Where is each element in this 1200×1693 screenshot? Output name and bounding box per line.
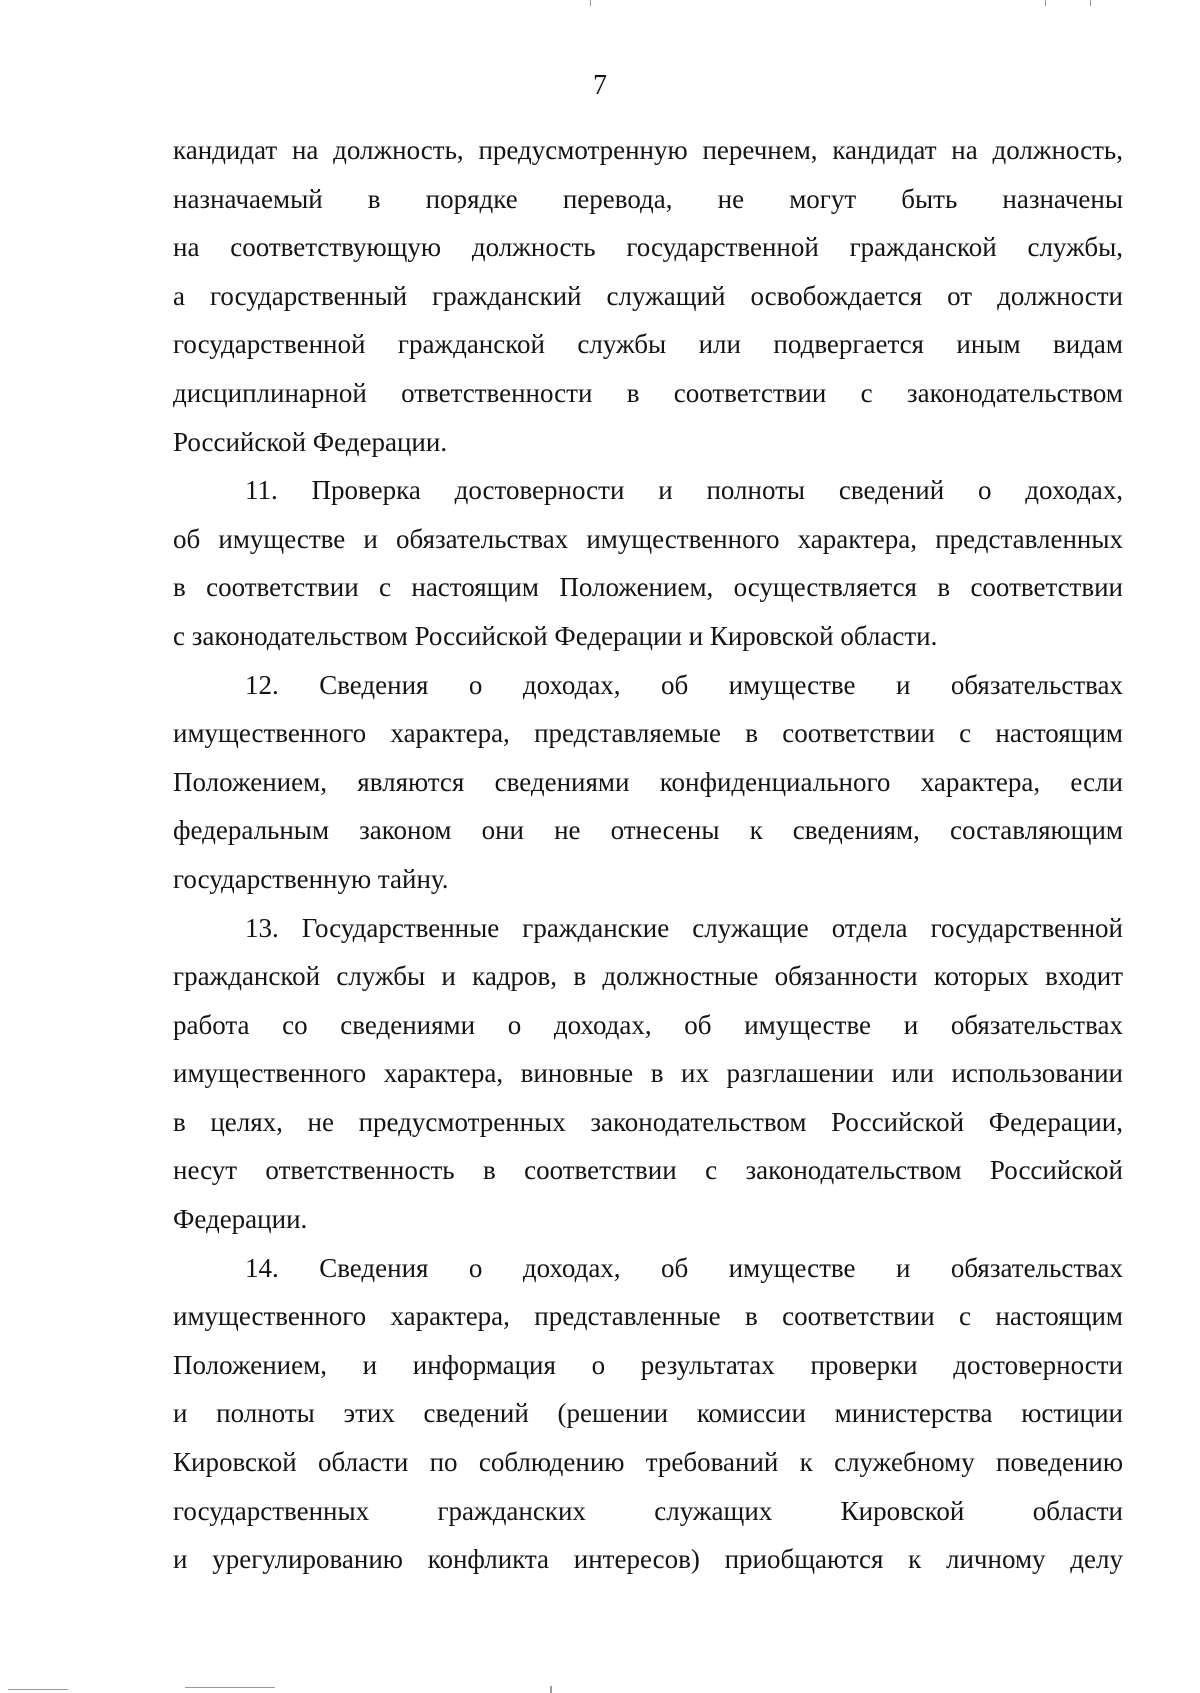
text-line: и урегулированию конфликта интересов) приобщаются к личному делу (173, 1544, 1123, 1575)
text-line: 12. Сведения о доходах, об имуществе и обязательствах (245, 669, 1123, 700)
scan-artifact (1045, 0, 1046, 6)
text-line: с законодательством Российской Федерации и Кировской области. (173, 620, 938, 651)
text-line: имущественного характера, представленные в соответствии с настоящим (173, 1301, 1123, 1332)
paragraph (173, 126, 1123, 466)
paragraph (173, 904, 1123, 1244)
scan-artifact (550, 1686, 552, 1693)
paragraph (173, 661, 1123, 904)
page-number: 7 (593, 70, 607, 101)
text-line: Кировской области по соблюдению требований к служебному поведению (173, 1447, 1123, 1478)
paragraph (173, 466, 1123, 660)
text-line: имущественного характера, виновные в их разглашении или использовании (173, 1058, 1123, 1089)
text-line: государственную тайну. (173, 863, 449, 894)
text-line: и полноты этих сведений (решении комиссии министерства юстиции (173, 1398, 1123, 1429)
text-line: об имуществе и обязательствах имущественного характера, представленных (173, 523, 1123, 554)
scan-artifact (8, 1689, 68, 1690)
paragraph (173, 1244, 1123, 1584)
text-line: 11. Проверка достоверности и полноты сведений о доходах, (245, 475, 1123, 506)
text-line: 14. Сведения о доходах, об имуществе и обязательствах (245, 1252, 1123, 1283)
text-line: кандидат на должность, предусмотренную перечнем, кандидат на должность, (173, 135, 1123, 165)
text-line: а государственный гражданский служащий освобождается от должности (173, 280, 1123, 311)
text-line: Федерации. (173, 1204, 308, 1235)
text-line: работа со сведениями о доходах, об имуществе и обязательствах (173, 1009, 1123, 1040)
text-line: 13. Государственные гражданские служащие отдела государственной (245, 912, 1123, 943)
text-line: Положением, являются сведениями конфиденциального характера, если (173, 766, 1123, 797)
text-line: Положением, и информация о результатах проверки достоверности (173, 1349, 1123, 1380)
text-line: в целях, не предусмотренных законодательством Российской Федерации, (173, 1106, 1123, 1137)
text-line: дисциплинарной ответственности в соответствии с законодательством (173, 377, 1123, 408)
scan-artifact (1090, 0, 1091, 6)
document-body (173, 126, 1123, 1584)
text-line: государственных гражданских служащих Кировской области (173, 1495, 1123, 1526)
scan-artifact (185, 1687, 275, 1688)
text-line: государственной гражданской службы или подвергается иным видам (173, 329, 1123, 360)
text-line: назначаемый в порядке перевода, не могут быть назначены (173, 183, 1123, 214)
text-line: Российской Федерации. (173, 426, 448, 457)
text-line: гражданской службы и кадров, в должностные обязанности которых входит (173, 961, 1123, 992)
text-line: федеральным законом они не отнесены к сведениям, составляющим (173, 815, 1123, 846)
text-line: имущественного характера, представляемые в соответствии с настоящим (173, 718, 1123, 749)
text-line: на соответствующую должность государственной гражданской службы, (173, 232, 1123, 263)
text-line: в соответствии с настоящим Положением, осуществляется в соответствии (173, 572, 1123, 603)
scan-artifact (590, 0, 591, 6)
text-line: несут ответственность в соответствии с законодательством Российской (173, 1155, 1123, 1186)
